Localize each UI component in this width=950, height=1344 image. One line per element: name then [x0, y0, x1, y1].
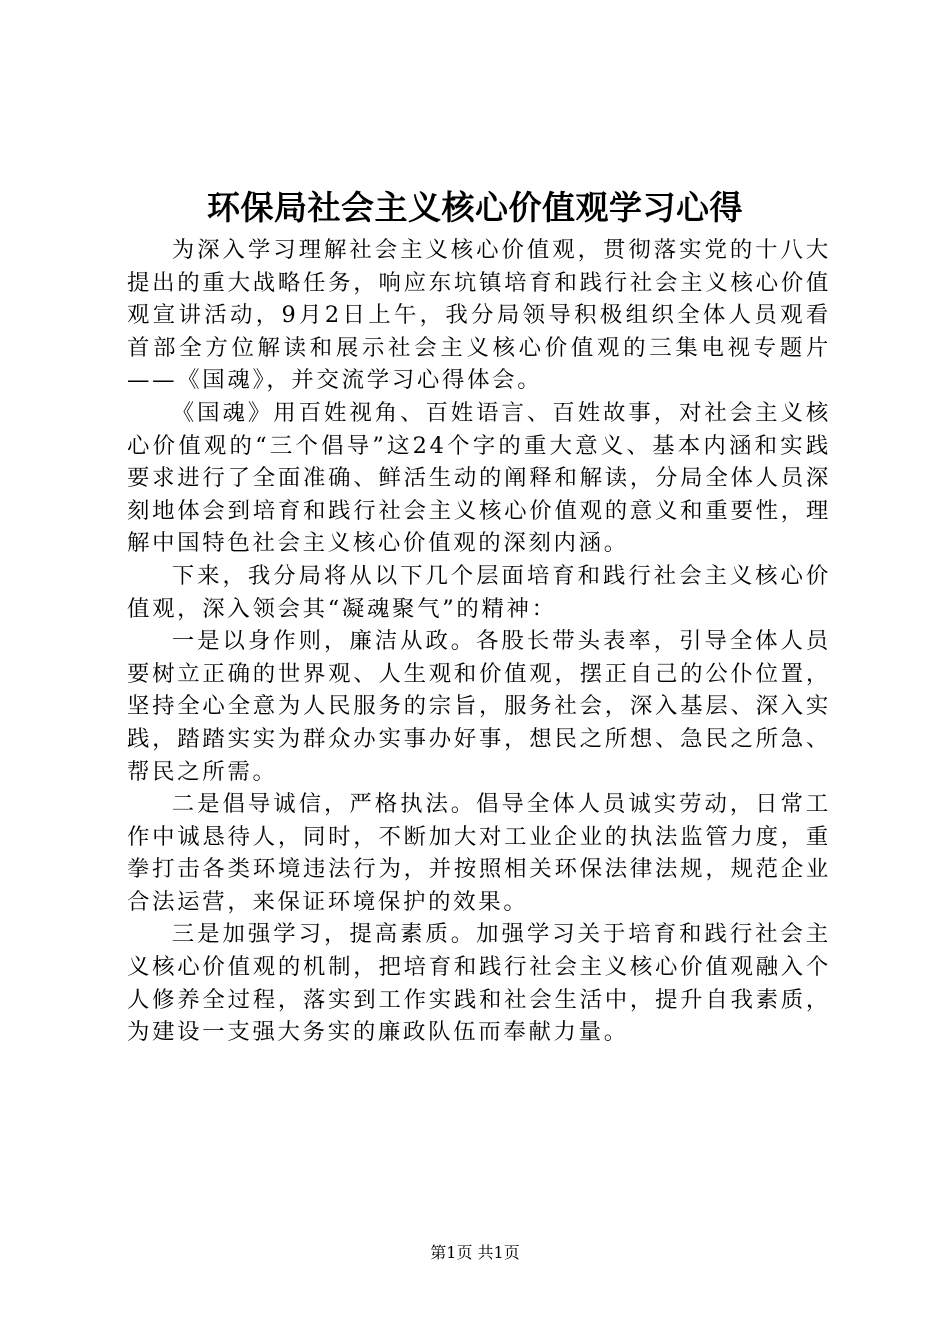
paragraph-plan: 下来，我分局将从以下几个层面培育和践行社会主义核心价值观，深入领会其“凝魂聚气”的精神：: [127, 562, 831, 622]
paragraph-point-one: 一是以身作则，廉洁从政。各股长带头表率，引导全体人员要树立正确的世界观、人生观和价值观，摆正自己的公仆位置，坚持全心全意为人民服务的宗旨，服务社会，深入基层、深入实践，踏踏实实为群众办实事办好事，想民之所想、急民之所急、帮民之所需。: [127, 628, 831, 785]
paragraph-point-two: 二是倡导诚信，严格执法。倡导全体人员诚实劳动，日常工作中诚恳待人，同时，不断加大对工业企业的执法监管力度，重拳打击各类环境违法行为，并按照相关环保法律法规，规范企业合法运营，来保证环境保护的效果。: [127, 791, 831, 915]
document-title: 环保局社会主义核心价值观学习心得: [207, 188, 743, 227]
paragraph-intro: 为深入学习理解社会主义核心价值观，贯彻落实党的十八大提出的重大战略任务，响应东坑镇培育和践行社会主义核心价值观宣讲活动，9月2日上午，我分局领导积极组织全体人员观看首部全方位解读和展示社会主义核心价值观的三集电视专题片——《国魂》，并交流学习心得体会。: [127, 237, 831, 394]
paragraph-point-three: 三是加强学习，提高素质。加强学习关于培育和践行社会主义核心价值观的机制，把培育和践行社会主义核心价值观融入个人修养全过程，落实到工作实践和社会生活中，提升自我素质，为建设一支强大务实的廉政队伍而奉献力量。: [127, 921, 831, 1046]
page-number-footer: 第1页 共1页: [430, 1243, 520, 1262]
paragraph-guohun: 《国魂》用百姓视角、百姓语言、百姓故事，对社会主义核心价值观的“三个倡导”这24个字的重大意义、基本内涵和实践要求进行了全面准确、鲜活生动的阐释和解读，分局全体人员深刻地体会到培育和践行社会主义核心价值观的意义和重要性，理解中国特色社会主义核心价值观的深刻内涵。: [127, 399, 831, 557]
document-body: [127, 234, 831, 1049]
